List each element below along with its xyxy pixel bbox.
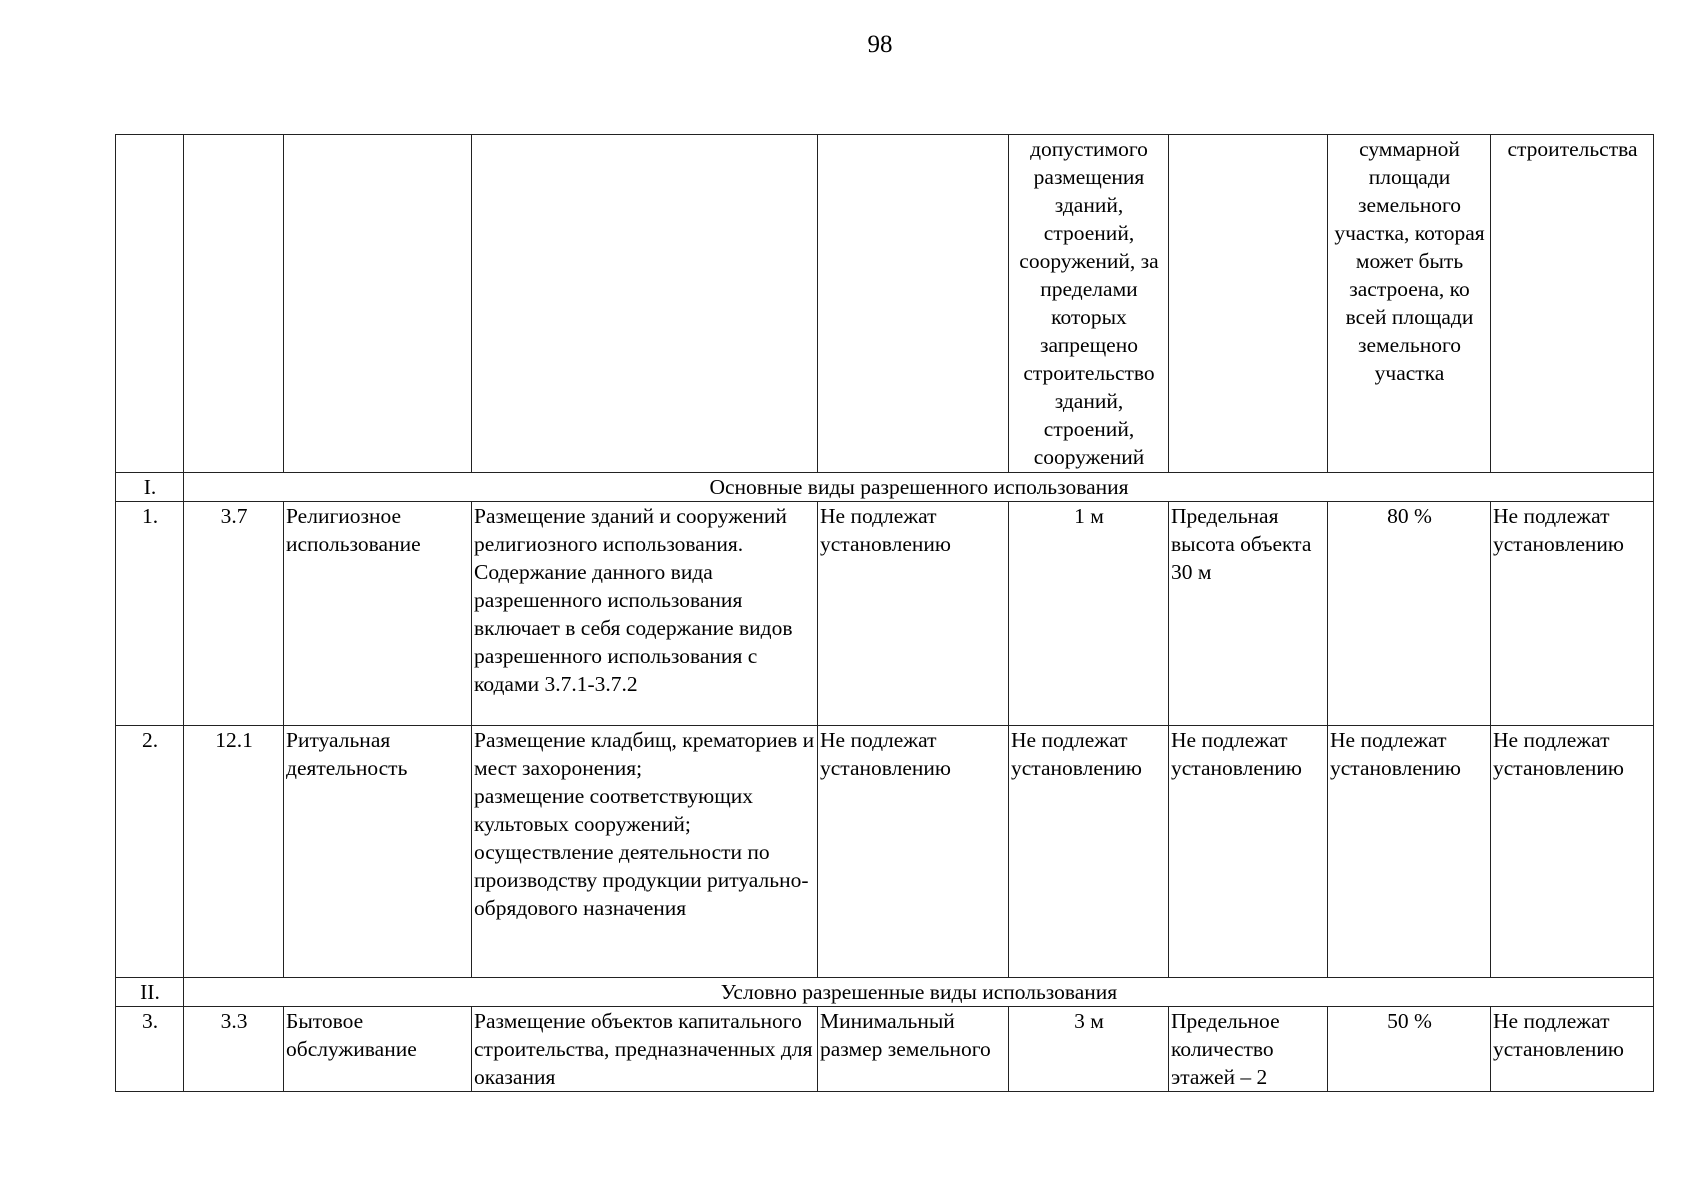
header-cell-num	[116, 135, 184, 473]
section-number: II.	[116, 978, 184, 1007]
row-code: 3.3	[184, 1007, 284, 1092]
row-setback: Не подлежат установлению	[1009, 726, 1169, 978]
row-code: 12.1	[184, 726, 284, 978]
row-description-line: Размещение кладбищ, крематориев и мест захоронения;	[474, 728, 815, 780]
header-cell-height	[1169, 135, 1328, 473]
section-row	[116, 978, 1654, 1007]
header-cell-plot-size	[818, 135, 1009, 473]
row-description: Размещение зданий и сооружений религиозного использования. Содержание данного вида разрешенного использования включает в себя содержание видов разрешенного использования с кодами 3.7.1-3.7.2	[472, 502, 818, 726]
section-number: I.	[116, 473, 184, 502]
section-title: Условно разрешенные виды использования	[184, 978, 1654, 1007]
header-cell-name	[284, 135, 472, 473]
row-name: Религиозное использование	[284, 502, 472, 726]
row-last: Не подлежат установлению	[1491, 1007, 1654, 1092]
row-last: Не подлежат установлению	[1491, 502, 1654, 726]
row-setback: 1 м	[1009, 502, 1169, 726]
row-height: Предельное количество этажей – 2	[1169, 1007, 1328, 1092]
section-title: Основные виды разрешенного использования	[184, 473, 1654, 502]
header-cell-setback: допустимого размещения зданий, строений, сооружений, за пределами которых запрещено строительство зданий, строений, сооружений	[1009, 135, 1169, 473]
section-row	[116, 473, 1654, 502]
header-continuation-row	[116, 135, 1654, 473]
row-height: Предельная высота объекта 30 м	[1169, 502, 1328, 726]
row-description-line: осуществление деятельности по производству продукции ритуально-обрядового назначения	[474, 840, 809, 920]
row-number: 2.	[116, 726, 184, 978]
header-cell-last: строительства	[1491, 135, 1654, 473]
row-number: 1.	[116, 502, 184, 726]
row-coverage: Не подлежат установлению	[1328, 726, 1491, 978]
row-plot-size: Не подлежат установлению	[818, 502, 1009, 726]
row-description: Размещение объектов капитального строительства, предназначенных для оказания	[472, 1007, 818, 1092]
page-number: 98	[867, 31, 893, 58]
row-description	[472, 726, 818, 978]
row-name: Бытовое обслуживание	[284, 1007, 472, 1092]
row-last: Не подлежат установлению	[1491, 726, 1654, 978]
table-row	[116, 502, 1654, 726]
row-setback: 3 м	[1009, 1007, 1169, 1092]
header-cell-description	[472, 135, 818, 473]
row-plot-size: Не подлежат установлению	[818, 726, 1009, 978]
row-number: 3.	[116, 1007, 184, 1092]
row-coverage: 50 %	[1328, 1007, 1491, 1092]
table-row	[116, 726, 1654, 978]
row-plot-size: Минимальный размер земельного	[818, 1007, 1009, 1092]
row-code: 3.7	[184, 502, 284, 726]
header-cell-coverage: суммарной площади земельного участка, которая может быть застроена, ко всей площади земельного участка	[1328, 135, 1491, 473]
table-row	[116, 1007, 1654, 1092]
row-height: Не подлежат установлению	[1169, 726, 1328, 978]
row-name: Ритуальная деятельность	[284, 726, 472, 978]
row-description-line: размещение соответствующих культовых сооружений;	[474, 784, 754, 836]
row-coverage: 80 %	[1328, 502, 1491, 726]
regulations-table	[115, 134, 1654, 1092]
header-cell-code	[184, 135, 284, 473]
